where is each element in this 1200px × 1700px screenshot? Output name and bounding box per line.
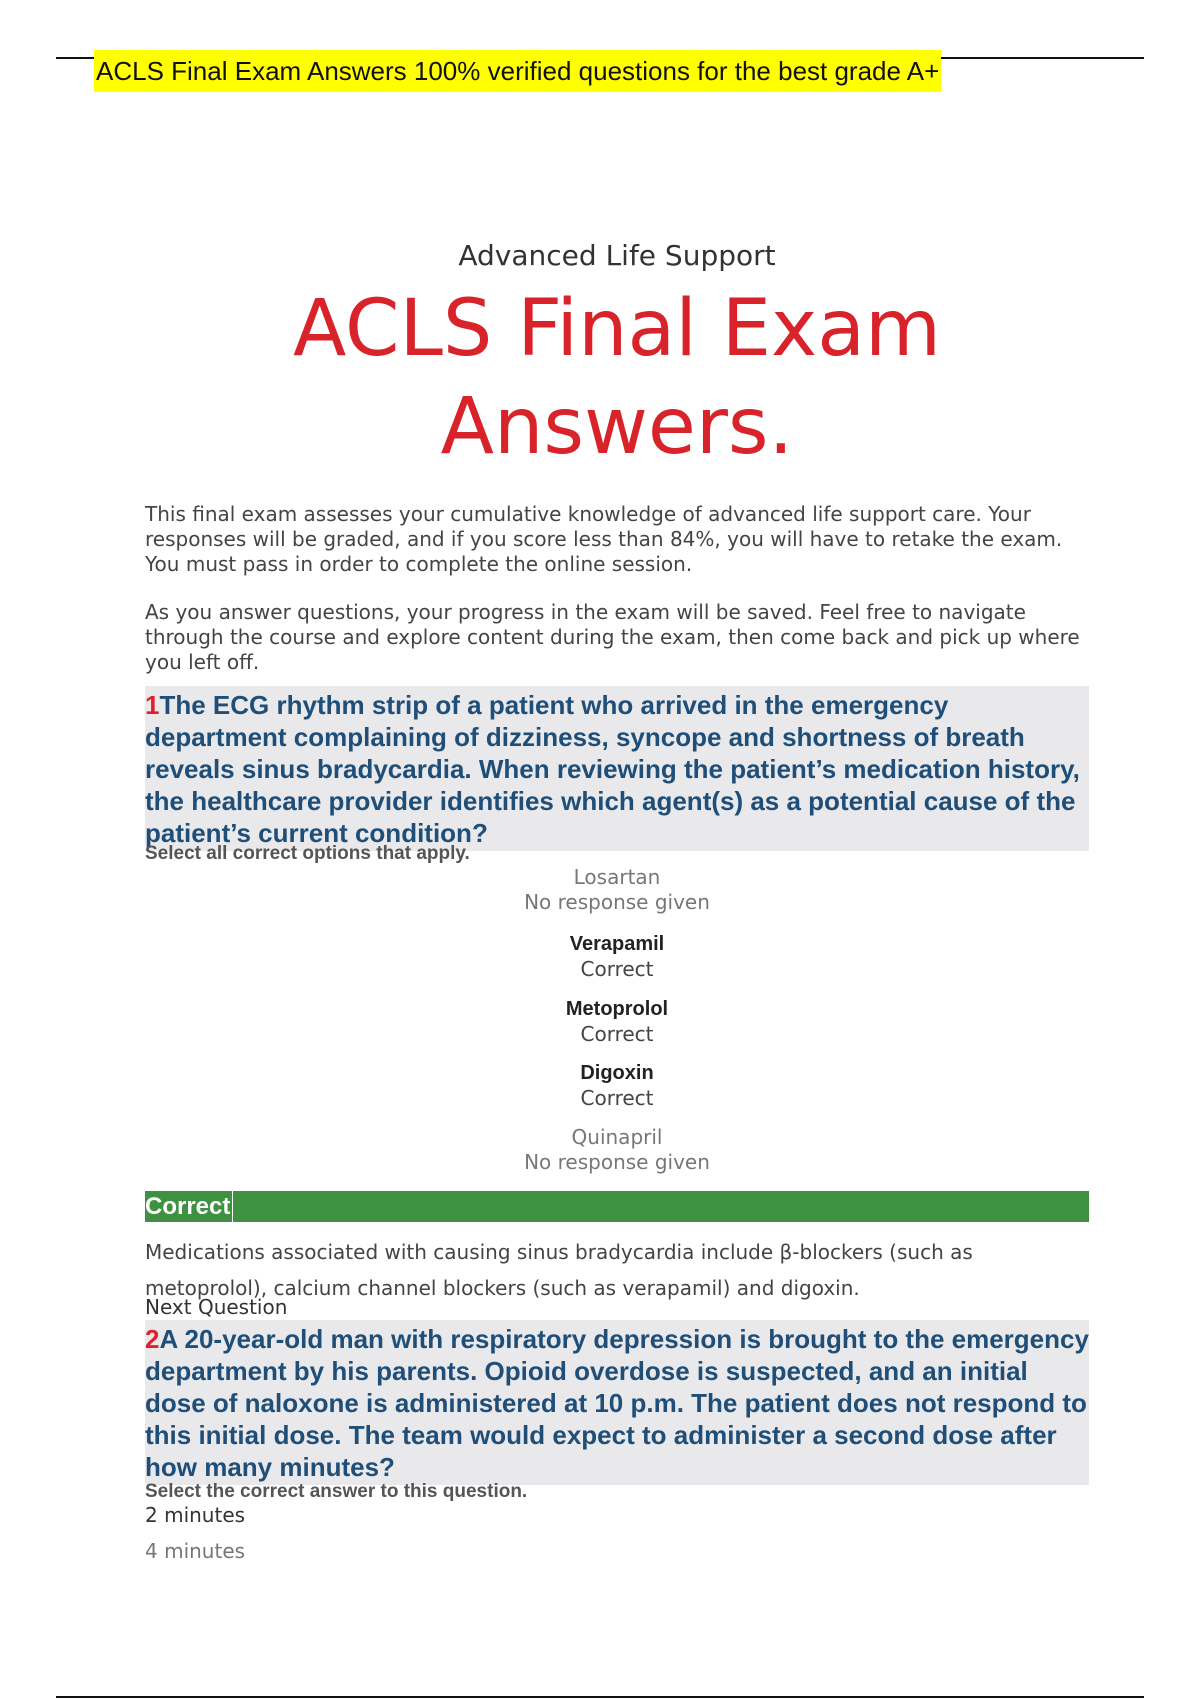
question-2-text: A 20-year-old man with respiratory depression is brought to the emergency department by his parents. Opioid overdose is suspected, and an initial dose of naloxone is administered at 10 p.m. The patient does not respond to this initial dose. The team would expect to administer a second dose after how many minutes? bbox=[145, 1324, 1089, 1482]
title-line-2: Answers. bbox=[440, 382, 794, 472]
question-2-instruction: Select the correct answer to this question. bbox=[145, 1481, 528, 1502]
result-bar bbox=[145, 1191, 1089, 1222]
option-status: Correct bbox=[580, 1022, 654, 1046]
answer-option-digoxin[interactable] bbox=[145, 1061, 1089, 1111]
answer-explanation: Medications associated with causing sinus bradycardia include β-blockers (such as metoprolol), calcium channel blockers (such as verapamil) and digoxin. bbox=[145, 1240, 973, 1300]
option-status: Correct bbox=[580, 1086, 654, 1110]
result-label: Correct bbox=[145, 1191, 233, 1222]
question-1-instruction: Select all correct options that apply. bbox=[145, 843, 470, 864]
option-name: Verapamil bbox=[569, 933, 665, 955]
option-name: Losartan bbox=[573, 865, 661, 889]
answer-choice-4-minutes[interactable]: 4 minutes bbox=[145, 1539, 246, 1563]
option-name: Quinapril bbox=[571, 1125, 663, 1149]
option-status: No response given bbox=[524, 890, 710, 914]
answer-option-metoprolol[interactable] bbox=[145, 997, 1089, 1047]
answer-option-losartan[interactable] bbox=[145, 865, 1089, 915]
question-1 bbox=[145, 686, 1089, 851]
question-1-text: The ECG rhythm strip of a patient who arrived in the emergency department complaining of dizziness, syncope and shortness of breath reveals sinus bradycardia. When reviewing the patient’s medication history, the healthcare provider identifies which agent(s) as a potential cause of the patient’s current condition? bbox=[145, 690, 1080, 848]
cover-subtitle: Advanced Life Support bbox=[458, 239, 776, 272]
option-name: Digoxin bbox=[580, 1062, 654, 1084]
option-name: Metoprolol bbox=[565, 998, 669, 1020]
option-status: No response given bbox=[524, 1150, 710, 1174]
answer-choice-2-minutes[interactable]: 2 minutes bbox=[145, 1503, 246, 1527]
question-2-number: 2 bbox=[145, 1324, 160, 1354]
intro-paragraph-2: As you answer questions, your progress in the exam will be saved. Feel free to navigate through the course and explore content during the exam, then come back and pick up where you left off. bbox=[145, 600, 1080, 674]
question-1-number: 1 bbox=[145, 690, 160, 720]
intro-paragraph-1: This final exam assesses your cumulative knowledge of advanced life support care. Your responses will be graded, and if you score less than 84%, you will have to retake the exam. You must pass in order to complete the online session. bbox=[145, 502, 1063, 576]
page-title bbox=[145, 280, 1089, 476]
question-2 bbox=[145, 1320, 1089, 1485]
option-status: Correct bbox=[580, 957, 654, 981]
document-header-banner: ACLS Final Exam Answers 100% verified questions for the best grade A+ bbox=[94, 50, 941, 92]
answer-option-quinapril[interactable] bbox=[145, 1125, 1089, 1175]
next-question-link[interactable]: Next Question bbox=[145, 1295, 288, 1319]
footer-rule bbox=[56, 1696, 1144, 1698]
title-line-1: ACLS Final Exam bbox=[293, 284, 941, 374]
answer-option-verapamil[interactable] bbox=[145, 932, 1089, 982]
